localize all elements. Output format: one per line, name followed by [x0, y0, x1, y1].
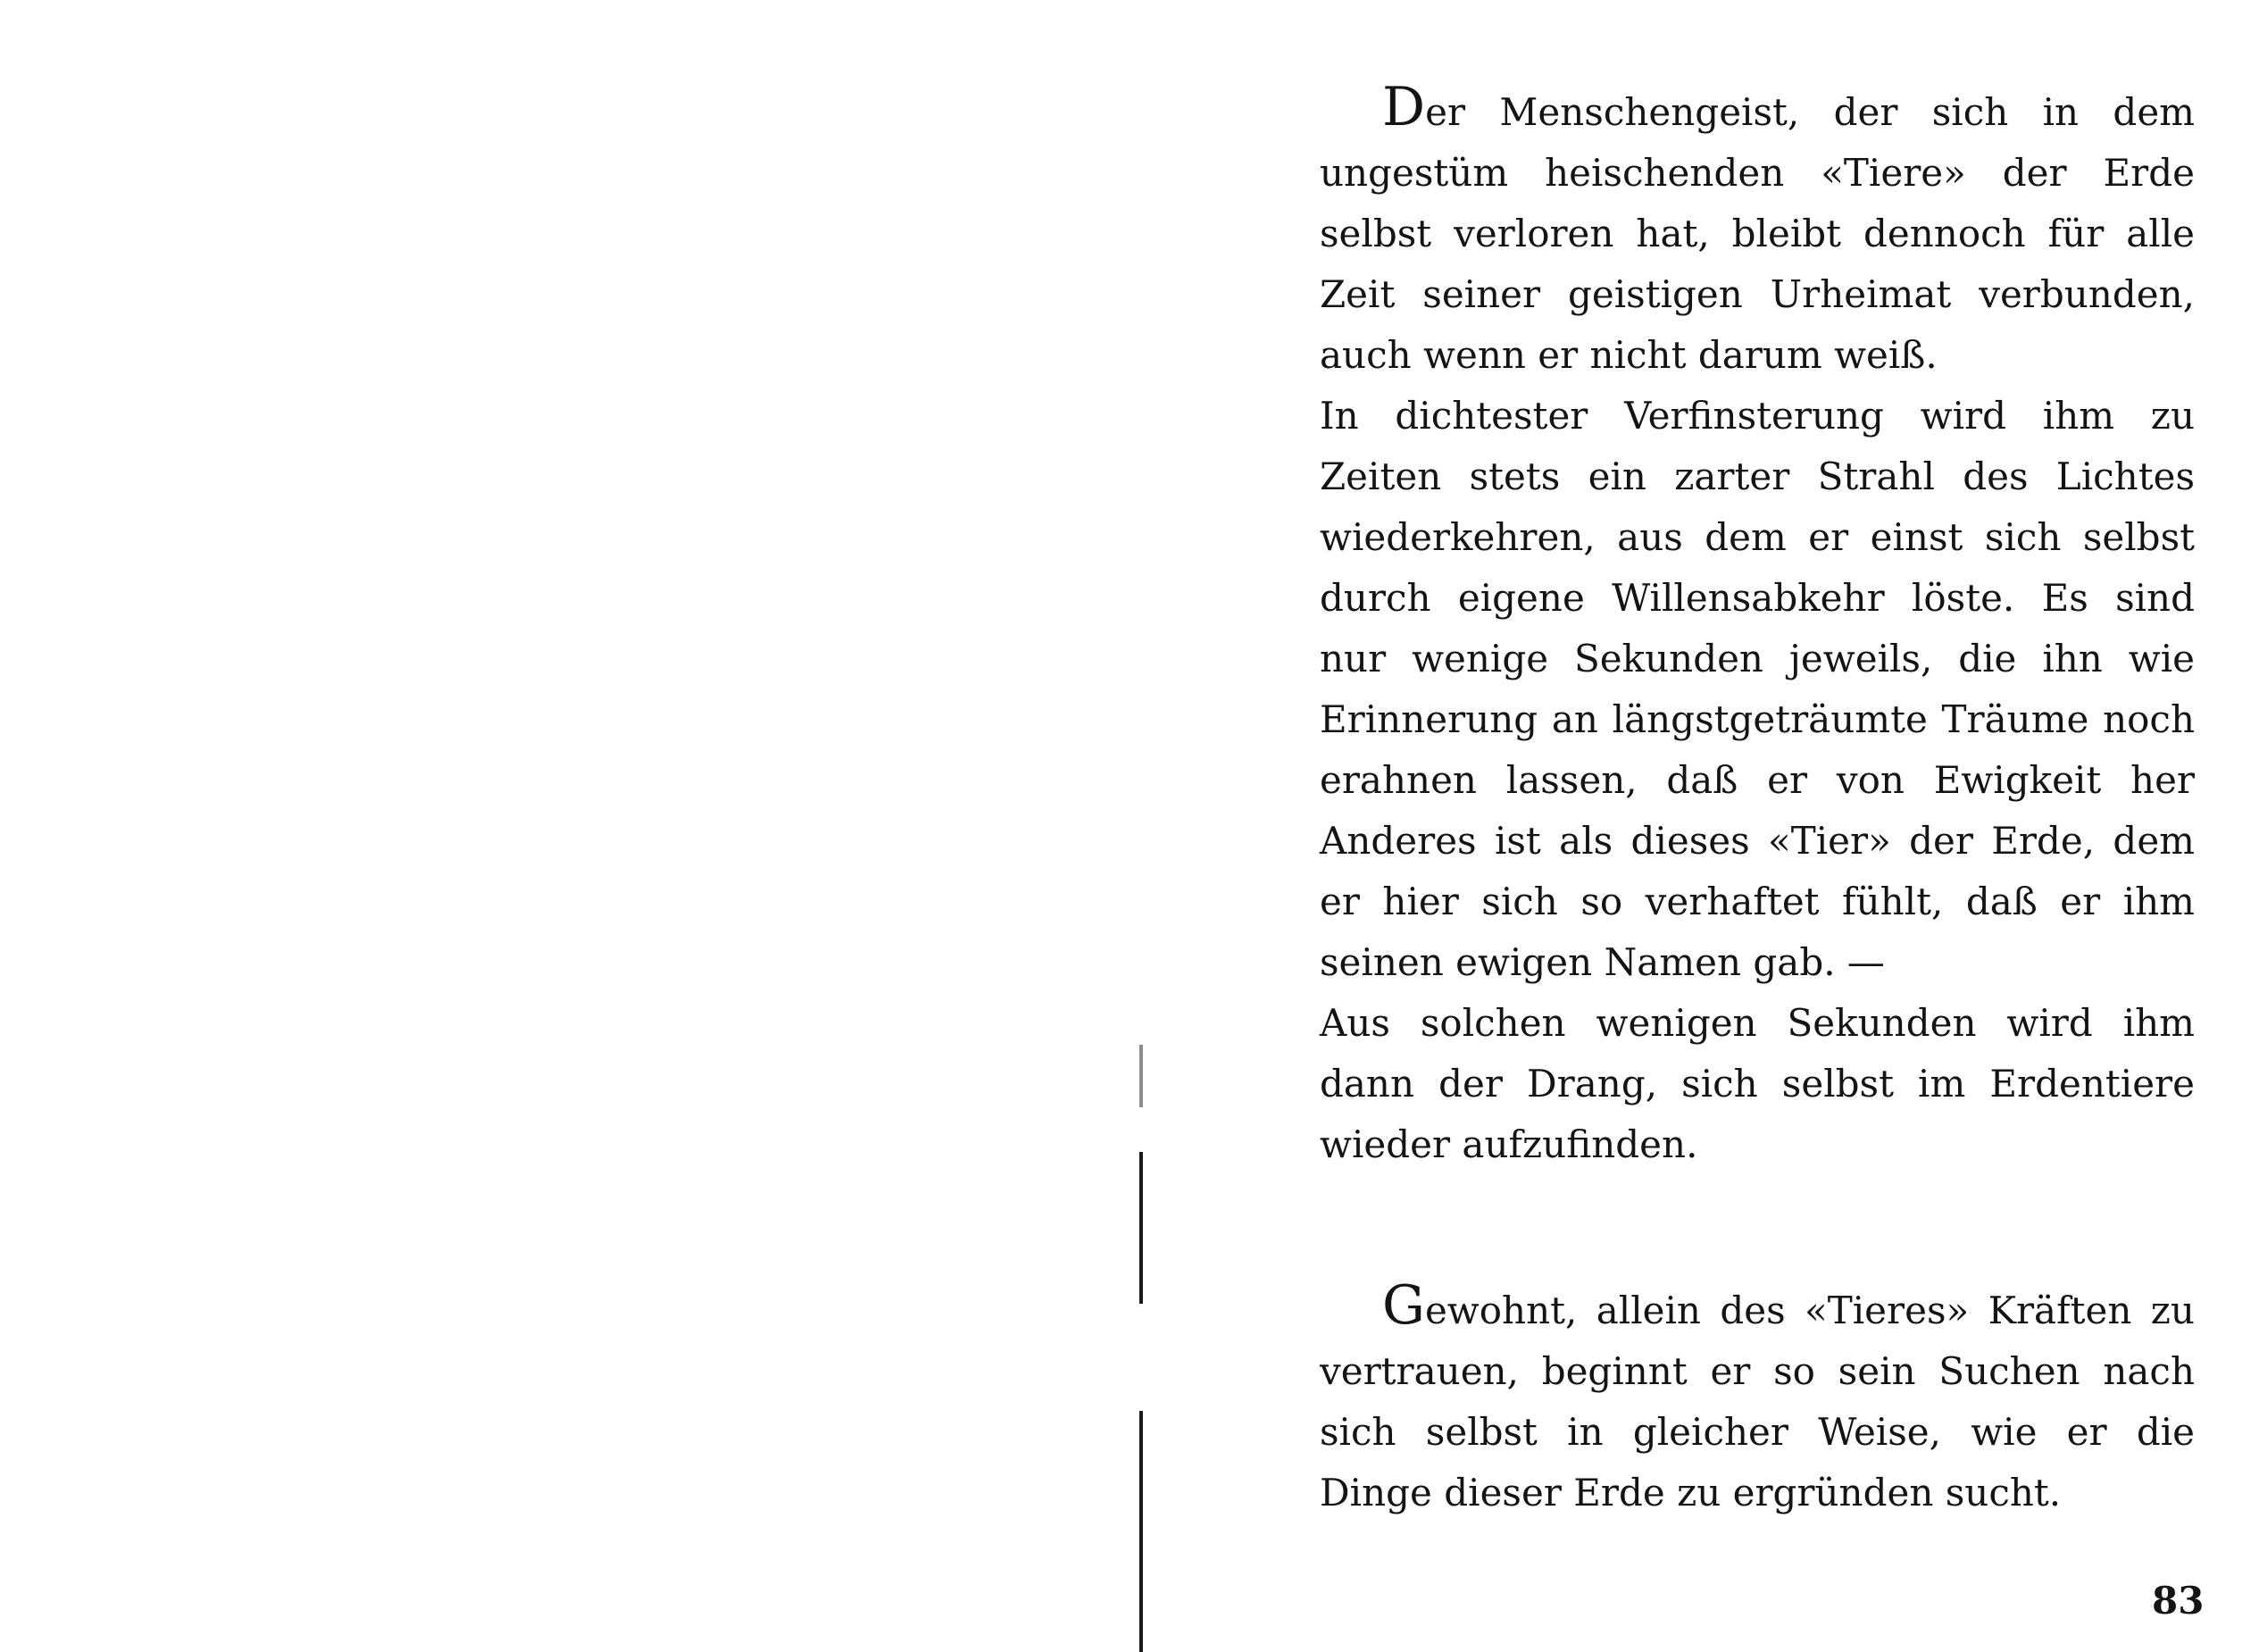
paragraph-1-text: er Menschengeist, der sich in dem ungestüm heischenden «Tiere» der Erde selbst verloren hat, bleibt dennoch für alle Zeit seiner geistigen Urheimat verbunden, auch wenn er nicht darum weiß. [1320, 90, 2195, 377]
paragraph-1-part-1 [1320, 77, 2195, 386]
paragraph-2-text: ewohnt, allein des «Tieres» Kräften zu vertrauen, beginnt er so sein Suchen nach sich selbst in gleicher Weise, wie er die Dinge dieser Erde zu ergründen sucht. [1320, 1289, 2195, 1514]
paragraph-2-part-1 [1320, 1275, 2195, 1523]
drop-initial: D [1382, 76, 1426, 138]
gutter-mark-upper [1139, 1045, 1143, 1107]
paragraph-2 [1320, 1275, 2195, 1523]
paragraph-1-part-2: In dichtester Verfinsterung wird ihm zu Zeiten stets ein zarter Strahl des Lichtes wiederkehren, aus dem er einst sich selbst durch eigene Willensabkehr löste. Es sind nur wenige Sekunden jeweils, die ihn wie Erinnerung an längstgeträumte Träume noch erahnen lassen, daß er von Ewigkeit her Anderes ist als dieses «Tier» der Erde, dem er hier sich so verhaftet fühlt, daß er ihm seinen ewigen Namen gab. — [1320, 394, 2195, 984]
gutter-mark-lower [1139, 1411, 1143, 1652]
page-number: 83 [2152, 1579, 2205, 1623]
gutter-mark-middle [1139, 1152, 1143, 1304]
drop-initial: G [1382, 1274, 1425, 1337]
paragraph-1 [1320, 77, 2195, 1175]
paragraph-1-part-3: Aus solchen wenigen Sekunden wird ihm dann der Drang, sich selbst im Erdentiere wieder aufzufinden. [1320, 1001, 2195, 1166]
